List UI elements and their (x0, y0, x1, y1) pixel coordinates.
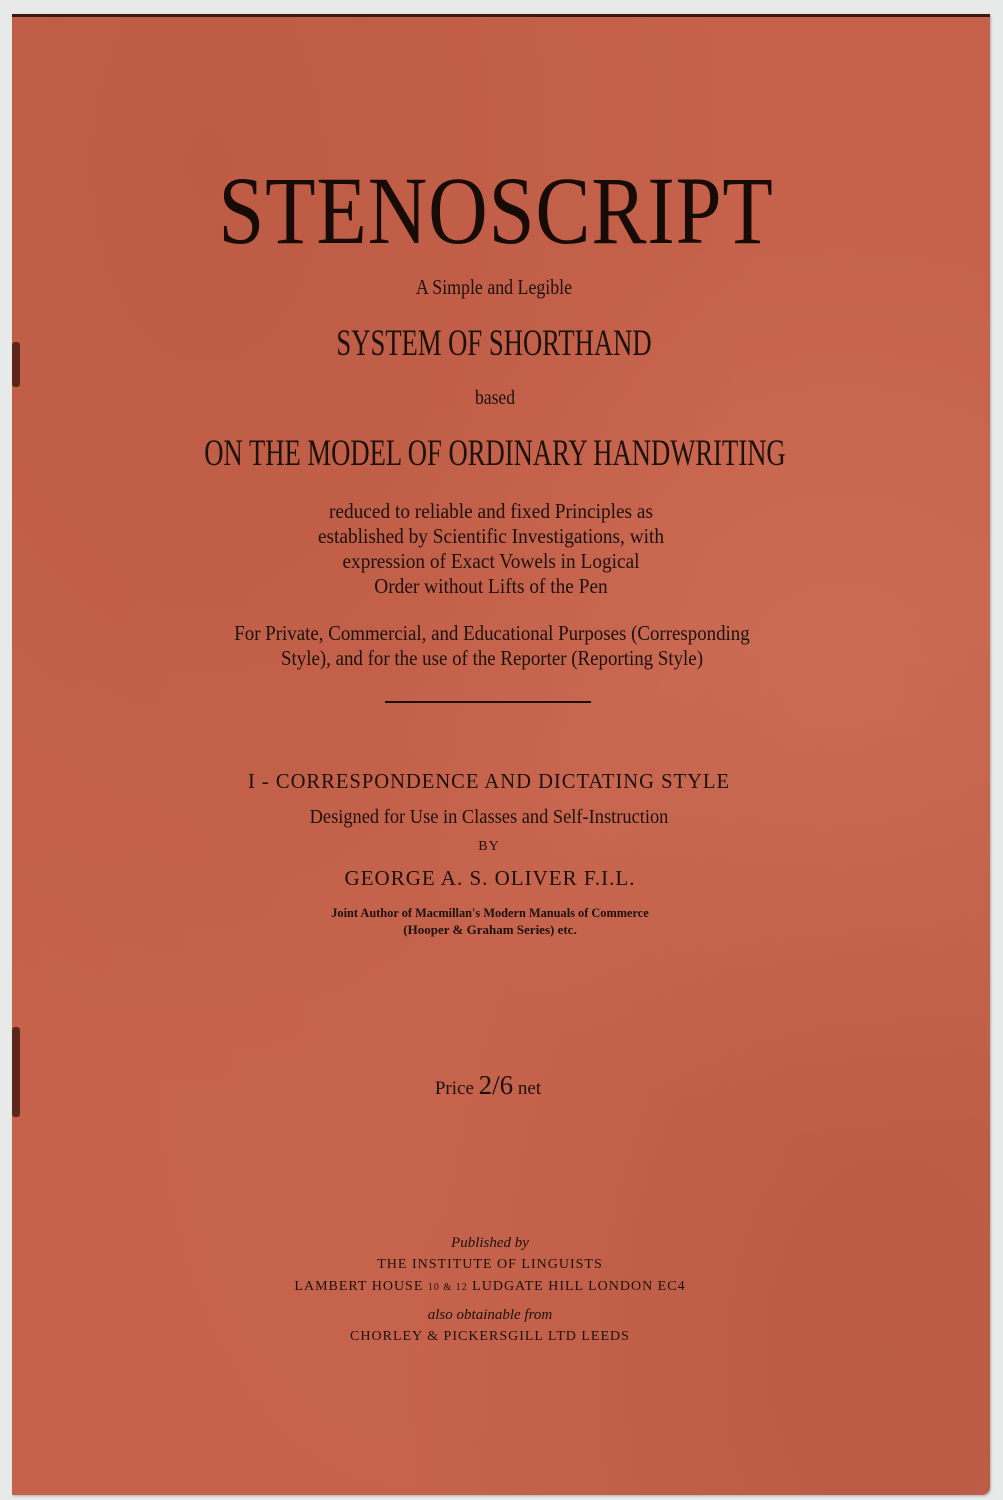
address-prefix: LAMBERT HOUSE (294, 1279, 424, 1294)
series-heading: I - CORRESPONDENCE AND DICTATING STYLE (247, 769, 731, 793)
purposes-paragraph (44, 621, 940, 671)
price-amount: 2/6 (478, 1070, 514, 1100)
purposes-line: For Private, Commercial, and Educational Purposes (Corresponding (234, 621, 750, 645)
purposes-line: Style), and for the use of the Reporter (Reporting Style) (280, 646, 703, 670)
divider-rule (385, 701, 591, 703)
also-obtainable-label: also obtainable from (427, 1307, 553, 1323)
publisher-name: THE INSTITUTE OF LINGUISTS (377, 1257, 603, 1272)
spine-stain (12, 342, 20, 387)
description-line: Order without Lifts of the Pen (374, 574, 608, 598)
designed-for-text: Designed for Use in Classes and Self-Instruction (309, 806, 669, 828)
author-credit-line: Joint Author of Macmillan's Modern Manuals of Commerce (331, 905, 649, 920)
price-label: Price (434, 1078, 474, 1099)
author-credit-line: (Hooper & Graham Series) etc. (403, 922, 577, 937)
address-suffix: LUDGATE HILL LONDON EC4 (472, 1279, 686, 1294)
based-text: based (474, 387, 516, 409)
tagline: A Simple and Legible (415, 275, 573, 299)
published-by-label: Published by (451, 1235, 529, 1251)
book-title: STENOSCRIPT (218, 157, 774, 264)
book-cover (12, 14, 990, 1495)
system-heading: SYSTEM OF SHORTHAND (336, 323, 652, 364)
publisher-address (0, 1279, 990, 1295)
description-line: established by Scientific Investigations, with (317, 524, 665, 548)
description-line: expression of Exact Vowels in Logical (342, 549, 640, 573)
address-numbers: 10 & 12 (427, 1282, 468, 1293)
model-heading: ON THE MODEL OF ORDINARY HANDWRITING (204, 433, 786, 474)
price-line (0, 1070, 990, 1101)
price-suffix: net (517, 1078, 542, 1099)
description-line: reduced to reliable and fixed Principles as (328, 499, 654, 523)
by-label: BY (478, 839, 500, 854)
description-paragraph (32, 499, 950, 599)
distributor-name: CHORLEY & PICKERSGILL LTD LEEDS (350, 1329, 630, 1344)
author-name: GEORGE A. S. OLIVER F.I.L. (344, 866, 636, 890)
